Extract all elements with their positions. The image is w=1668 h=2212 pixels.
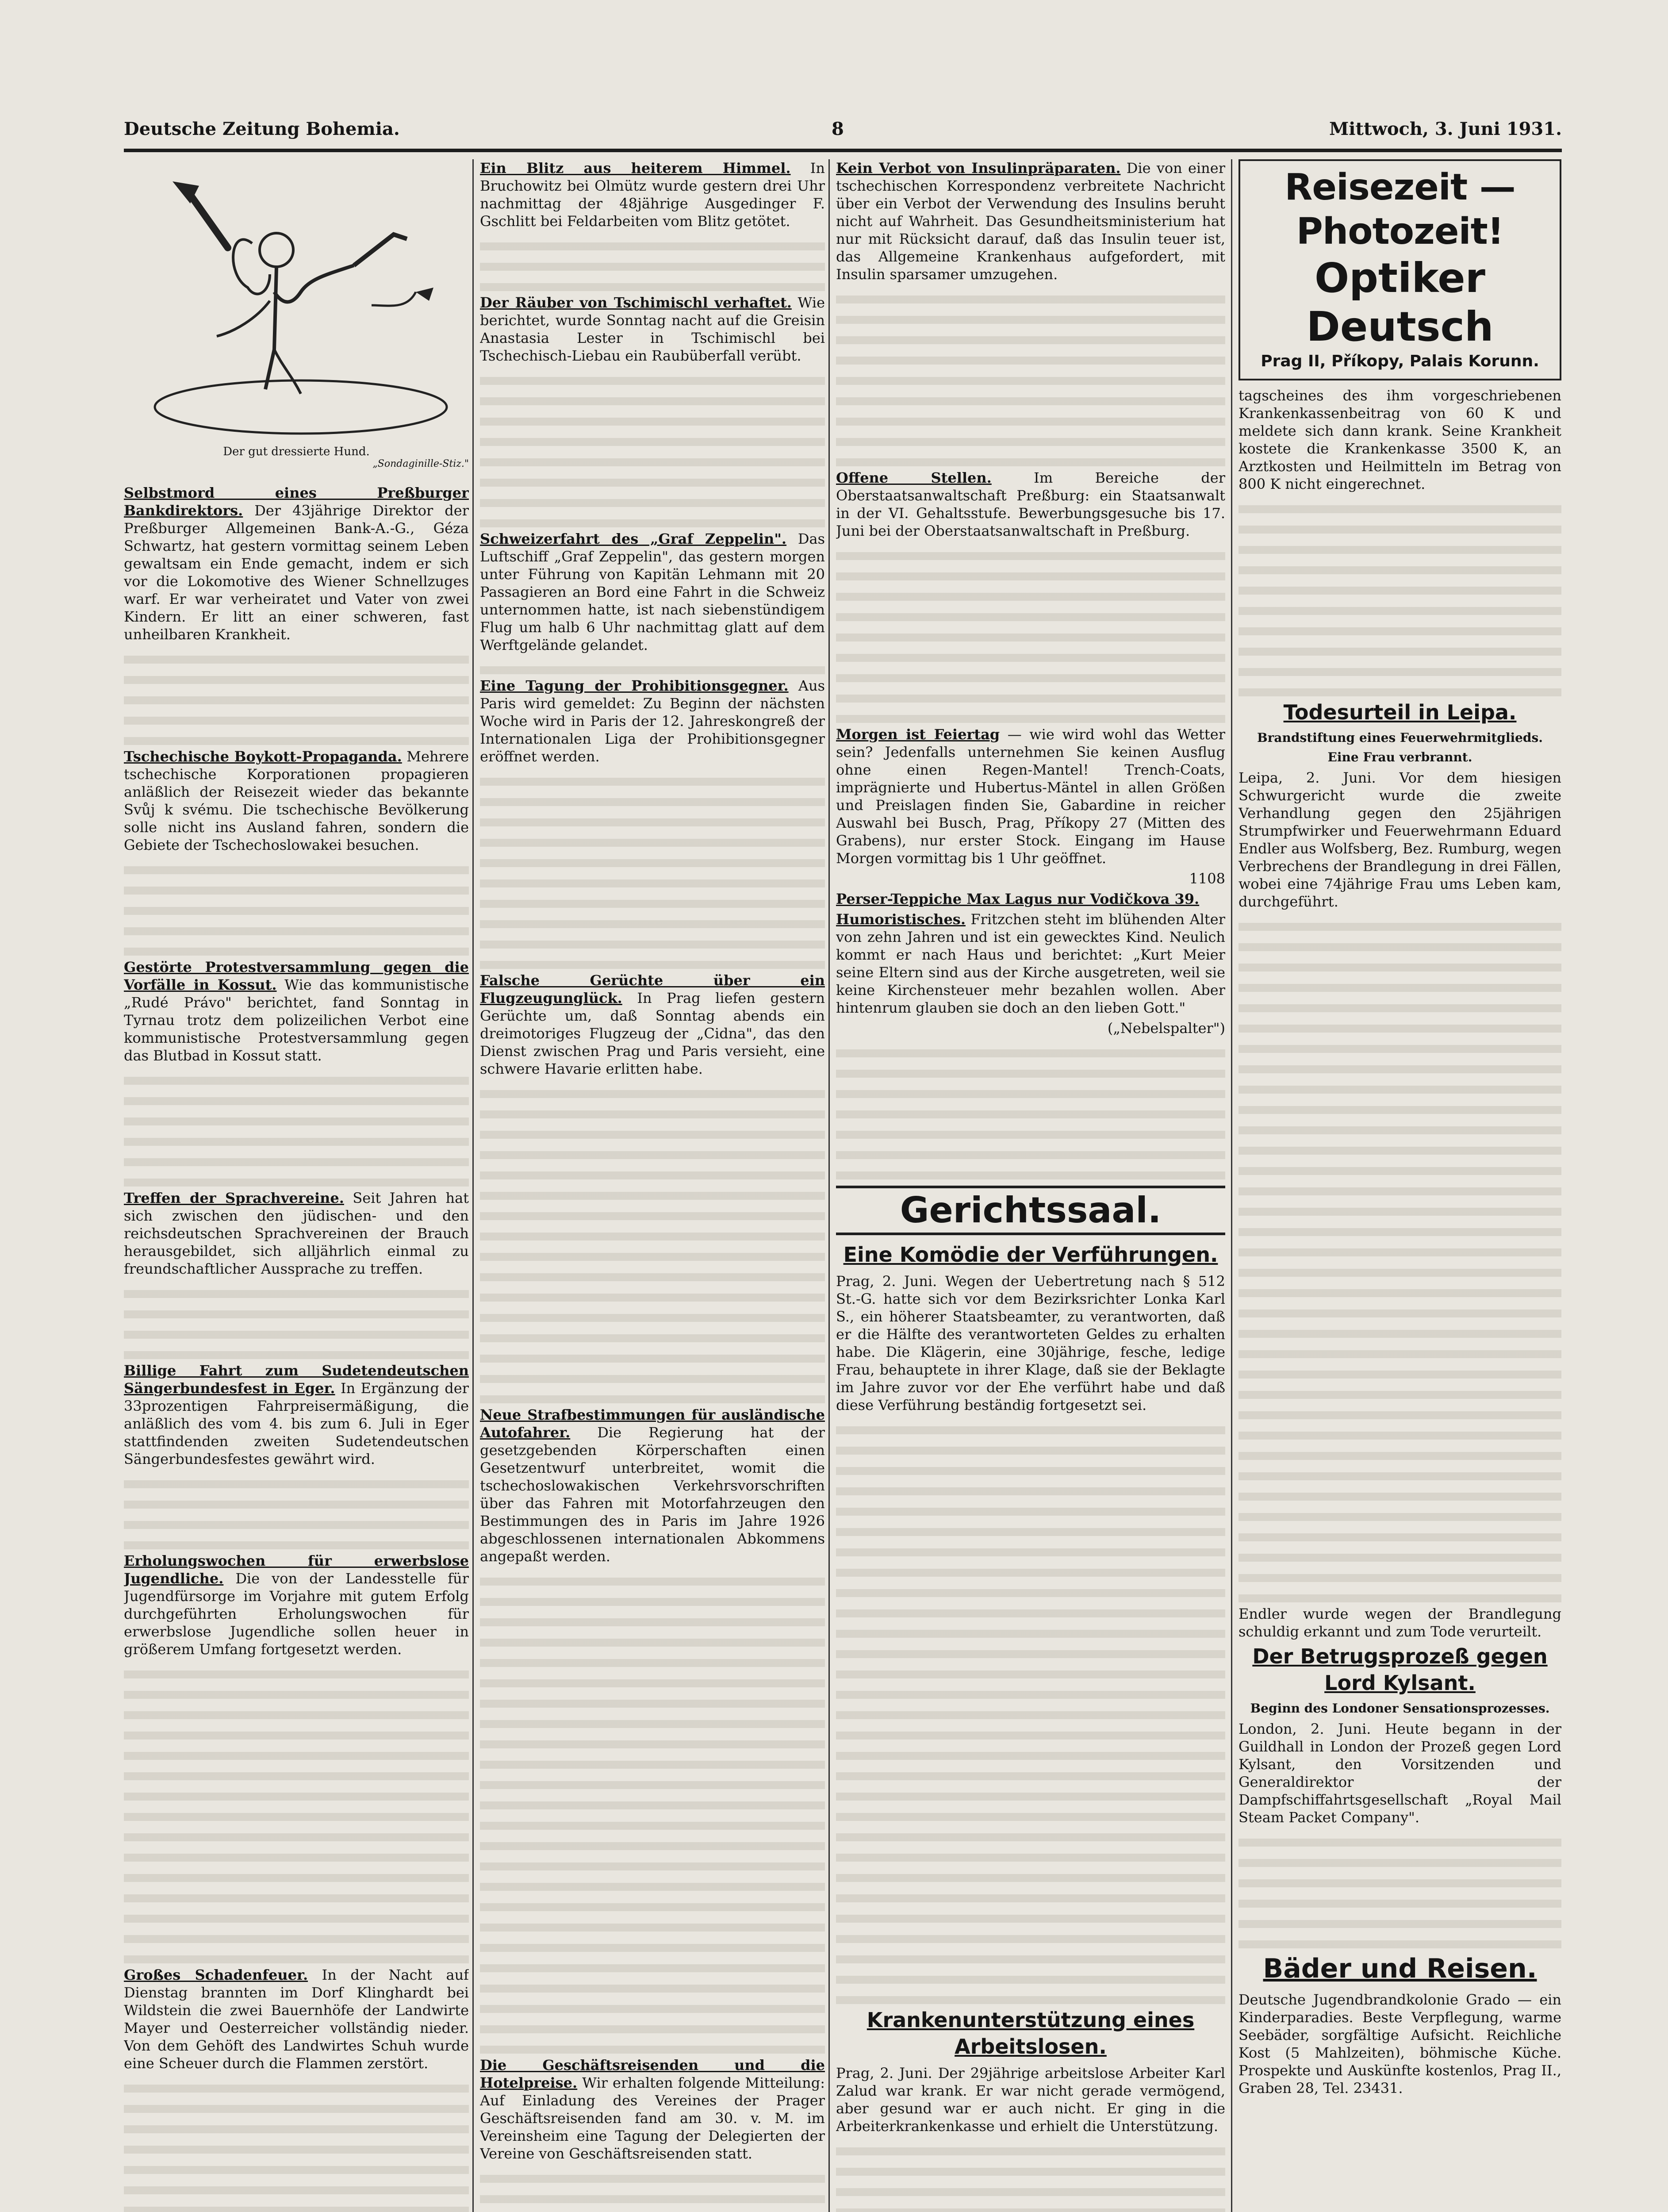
article [480, 294, 825, 527]
article [1239, 769, 1561, 1640]
ad-address: Prag II, Příkopy, Palais Korunn. [1261, 352, 1539, 370]
article-heading: Billige Fahrt zum Sudetendeutschen Sängerbundesfest in Eger. [124, 1362, 469, 1397]
article-body: London, 2. Juni. Heute begann in der Guildhall in London der Prozeß gegen Lord Kylsant, den Vorsitzenden und Generaldirektor der Dampfschiffahrtsgesellschaft „Royal Mail Steam Packet Company". [1239, 1720, 1561, 1826]
article [124, 958, 469, 1187]
article-body: Das Luftschiff „Graf Zeppelin", das gestern morgen unter Führung von Kapitän Lehmann mit 20 Passagieren an Bord eine Fahrt in die Schweiz unternommen hatte, ist nach siebenstündigem Flug um halb 6 Uhr nachmittag glatt auf dem Werftgelände gelandet. [480, 530, 825, 653]
ad-headline: Reisezeit — Photozeit! [1285, 166, 1515, 253]
article-heading: Falsche Gerüchte über ein Flugzeugunglück. [480, 972, 825, 1006]
article-body: In Prag liefen gestern Gerüchte um, daß Sonntag abends ein dreimotoriges Flugzeug der „Cidna", das den Dienst zwischen Prag und Paris versieht, eine schwere Havarie erlitten habe. [480, 990, 825, 1077]
article [836, 159, 1225, 466]
article-heading: Tschechische Boykott-Propaganda. [124, 748, 402, 765]
article-body: tagscheines des ihm vorgeschriebenen Krankenkassenbeitrag von 60 K und meldete sich dann krank. Seine Krankheit kostete die Krankenkasse 3500 K, an Arztkosten und Heilmitteln im Betrag von 800 K nicht eingerechnet. [1239, 387, 1561, 492]
article-heading: Humoristisches. [836, 911, 966, 928]
article-body: Deutsche Jugendbrandkolonie Grado — ein Kinderparadies. Beste Verpflegung, warme Seebäder, sorgfältige Aufsicht. Reichliche Kost (5 Mahlzeiten), böhmische Küche. Prospekte und Auskünfte kostenlos, Prag II., Graben 28, Tel. 23431. [1239, 1991, 1561, 2097]
article-heading: Treffen der Sprachvereine. [124, 1190, 344, 1206]
article-title: Krankenunterstützung eines Arbeitslosen. [867, 2008, 1195, 2058]
article [1239, 1720, 1561, 1948]
masthead [124, 119, 1562, 145]
column-4 [1239, 159, 1561, 2212]
article-body: Aus Paris wird gemeldet: Zu Beginn der nächsten Woche wird in Paris der 12. Jahreskongreß der Internationalen Liga der Prohibitionsgegner eröffnet werden. [480, 677, 825, 765]
article [480, 530, 825, 674]
article-body: Wir erhalten folgende Mitteilung: Auf Einladung des Vereines der Prager Geschäftsreisenden fand am 30. v. M. im Vereinsheim eine Tagung der Delegierten der Vereine von Geschäftsreisenden statt. [480, 2074, 825, 2162]
article-body: Seit Jahren hat sich zwischen den jüdischen- und den reichsdeutschen Sprachvereinen der Brauch herausgebildet, sich alljährlich einmal zu freundschaftlicher Aussprache zu treffen. [124, 1190, 469, 1277]
article-heading: Erholungswochen für erwerbslose Jugendliche. [124, 1552, 469, 1587]
article [480, 2056, 825, 2212]
column-divider [828, 159, 830, 2212]
article-heading: Morgen ist Feiertag [836, 726, 1000, 743]
article-continued [1239, 387, 1561, 696]
ad-heading: Perser-Teppiche Max Lagus nur Vodičkova 39. [836, 891, 1200, 907]
article-heading: Neue Strafbestimmungen für ausländische Autofahrer. [480, 1406, 825, 1441]
ad-company: Optiker Deutsch [1306, 254, 1494, 350]
article-body: Die von der Landesstelle für Jugendfürsorge im Vorjahre mit gutem Erfolg durchgeführten Erholungswochen für erwerbslose Jugendliche sollen heuer in größerem Umfang fortgesetzt werden. [124, 1570, 469, 1658]
article-subtitle: Beginn des Londoner Sensationsprozesses. [1250, 1701, 1550, 1716]
article-heading: Schweizerfahrt des „Graf Zeppelin". [480, 530, 787, 547]
article-heading: Selbstmord eines Preßburger Bankdirektors. [124, 484, 469, 519]
article-heading: Offene Stellen. [836, 469, 992, 486]
article-heading: Die Geschäftsreisenden und die Hotelpreise. [480, 2057, 825, 2091]
article-heading: Kein Verbot von Insulinpräparaten. [836, 160, 1121, 177]
article-subtitle: Brandstiftung eines Feuerwehrmitglieds. [1257, 730, 1543, 745]
article-heading: Der Räuber von Tschimischl verhaftet. [480, 294, 792, 311]
article-heading: Eine Tagung der Prohibitionsgegner. [480, 677, 789, 694]
paper-title: Deutsche Zeitung Bohemia. [124, 119, 400, 139]
page-number: 8 [832, 119, 844, 139]
article [124, 748, 469, 956]
article [480, 1406, 825, 2054]
article [124, 1552, 469, 1963]
article-heading: Ein Blitz aus heiterem Himmel. [480, 160, 791, 177]
article-title: Der Betrugsprozeß gegen Lord Kylsant. [1252, 1644, 1548, 1695]
article [480, 677, 825, 969]
advertisement [836, 726, 1225, 887]
article-body: Mehrere tschechische Korporationen propagieren anläßlich der Reisezeit wieder das bekannte Svůj k svému. Die tschechische Bevölkerung solle nicht ins Ausland fahren, sondern die Gebiete der Tschechoslowakei besuchen. [124, 748, 469, 853]
section-title: Bäder und Reisen. [1263, 1953, 1537, 1984]
article-heading: Gestörte Protestversammlung gegen die Vorfälle in Kossut. [124, 959, 469, 993]
section-title: Gerichtssaal. [836, 1186, 1225, 1235]
article-source: („Nebelspalter") [1107, 1020, 1225, 1037]
article-body: Der 43jährige Direktor der Preßburger Allgemeinen Bank-A.-G., Géza Schwartz, hat gestern vormittag seinem Leben gewaltsam ein Ende gemacht, indem er sich vor die Lokomotive des Wiener Schnellzuges warf. Er war verheiratet und Vater von zwei Kindern. Er litt an einer schweren, fast unheilbaren Krankheit. [124, 502, 469, 643]
article-body: Endler wurde wegen der Brandlegung schuldig erkannt und zum Tode verurteilt. [1239, 1605, 1561, 1640]
article-body: Fritzchen steht im blühenden Alter von zehn Jahren und ist ein gewecktes Kind. Neulich kommt er nach Haus und berichtet: „Kurt Meier seine Eltern sind aus der Kirche ausgetreten, weil sie keine Kirchensteuer mehr bezahlen wollen. Aber hintenrum glauben sie doch an den lieben Gott." [836, 911, 1225, 1016]
article [480, 972, 825, 1403]
article [836, 469, 1225, 723]
cartoon-source: „Sondaginille-Stiz." [372, 458, 469, 469]
article-body: Die Regierung hat der gesetzgebenden Körperschaften einen Gesetzentwurf unterbreitet, womit die tschechoslowakischen Verkehrsvorschriften über das Fahren mit Motorfahrzeugen den Bestimmungen des in Paris im Jahre 1926 abgeschlossenen internationalen Abkommens angepaßt werden. [480, 1424, 825, 1565]
article [124, 484, 469, 745]
column-2 [480, 159, 825, 2212]
article-body: Wie das kommunistische „Rudé Právo" berichtet, fand Sonntag in Tyrnau trotz dem polizeilichen Verbot eine kommunistische Protestversammlung gegen das Blutbad in Kossut statt. [124, 976, 469, 1064]
optician-advertisement [1239, 159, 1561, 380]
article-body: Im Bereiche der Oberstaatsanwaltschaft Preßburg: ein Staatsanwalt in der VI. Gehaltsstufe. Bewerbungsgesuche bis 17. Juni bei der Oberstaatsanwaltschaft in Preßburg. [836, 469, 1225, 539]
article-body: — wie wird wohl das Wetter sein? Jedenfalls unternehmen Sie keinen Ausflug ohne einen Regen-Mantel! Trench-Coats, imprägnierte und Hubertus-Mäntel in allen Größen und Preislagen finden Sie, Gabardine in reicher Auswahl bei Busch, Prag, Příkopy 27 (Mitten des Grabens), nur erster Stock. Eingang im Hause Morgen vormittag bis 1 Uhr geöffnet. [836, 726, 1225, 867]
ad-code: 1108 [1189, 870, 1225, 887]
article [124, 1362, 469, 1549]
cartoon [124, 159, 469, 478]
header-rule [124, 149, 1562, 152]
article-body: Die von einer tschechischen Korrespondenz verbreitete Nachricht über ein Verbot der Verwendung des Insulins beruht nicht auf Wahrheit. Das Gesundheitsministerium hat nur mit Rücksicht darauf, daß das Insulin teuer ist, das Allgemeine Krankenhaus aufgefordert, mit Insulin sparsamer umzugehen. [836, 160, 1225, 283]
article-body: In der Nacht auf Dienstag brannten im Dorf Klinghardt bei Wildstein die zwei Bauernhöfe der Landwirte Mayer und Oesterreicher vollständig nieder. Von dem Gehöft des Landwirtes Schuh wurde eine Scheuer durch die Flammen zerstört. [124, 1966, 469, 2072]
article-title: Eine Komödie der Verführungen. [843, 1243, 1218, 1267]
article-body: Leipa, 2. Juni. Vor dem hiesigen Schwurgericht wurde die zweite Verhandlung gegen den 25jährigen Strumpfwirker und Feuerwehrmann Eduard Endler aus Wolfsberg, Bez. Rumburg, wegen Verbrechens der Brandlegung in drei Fällen, wobei eine 74jährige Frau ums Leben kam, durchgeführt. [1239, 769, 1561, 910]
article-heading: Großes Schadenfeuer. [124, 1966, 308, 1983]
article-body: Prag, 2. Juni. Der 29jährige arbeitslose Arbeiter Karl Zalud war krank. Er war nicht gerade vermögend, aber gesund war er auch nicht. Er ging in die Arbeiterkrankenkasse und erhielt die Unterstützung. [836, 2065, 1225, 2135]
article [124, 1966, 469, 2212]
column-3 [836, 159, 1225, 2212]
column-1 [124, 159, 469, 2212]
article [836, 2064, 1225, 2212]
article [1239, 1991, 1561, 2097]
article [836, 910, 1225, 1179]
article-title: Todesurteil in Leipa. [1283, 700, 1517, 724]
article [124, 1189, 469, 1359]
article-subtitle: Eine Frau verbrannt. [1327, 750, 1472, 764]
column-divider [1231, 159, 1232, 2212]
article [480, 159, 825, 291]
article-body: In Ergänzung der 33prozentigen Fahrpreisermäßigung, die anläßlich des vom 4. bis zum 6. Juli in Eger stattfindenden zweiten Sudetendeutschen Sängerbundesfestes gewährt wird. [124, 1380, 469, 1467]
cartoon-caption: Der gut dressierte Hund. [223, 445, 370, 458]
article-body: Wie berichtet, wurde Sonntag nacht auf die Greisin Anastasia Lester in Tschimischl bei Tschechisch-Liebau ein Raubüberfall verübt. [480, 294, 825, 364]
article-body: In Bruchowitz bei Olmütz wurde gestern drei Uhr nachmittag der 48jährige Ausgedinger F. Gschlitt bei Feldarbeiten vom Blitz getötet. [480, 160, 825, 230]
column-divider [472, 159, 474, 2212]
article-body: Prag, 2. Juni. Wegen der Uebertretung nach § 512 St.-G. hatte sich vor dem Bezirksrichter Lonka Karl S., ein höherer Staatsbeamter, zu verantworten, daß er die Hälfte des verantworteten Geldes zu erhalten habe. Die Klägerin, eine 30jährige, fesche, ledige Frau, behauptete in ihrer Klage, daß sie der Beklagte im Jahre zuvor vor der Ehe verführt habe und daß diese Verführung beständig fortgesetzt sei. [836, 1273, 1225, 1413]
issue-date: Mittwoch, 3. Juni 1931. [1329, 119, 1562, 139]
cartoon-drawing [124, 159, 469, 442]
article [836, 1272, 1225, 2004]
